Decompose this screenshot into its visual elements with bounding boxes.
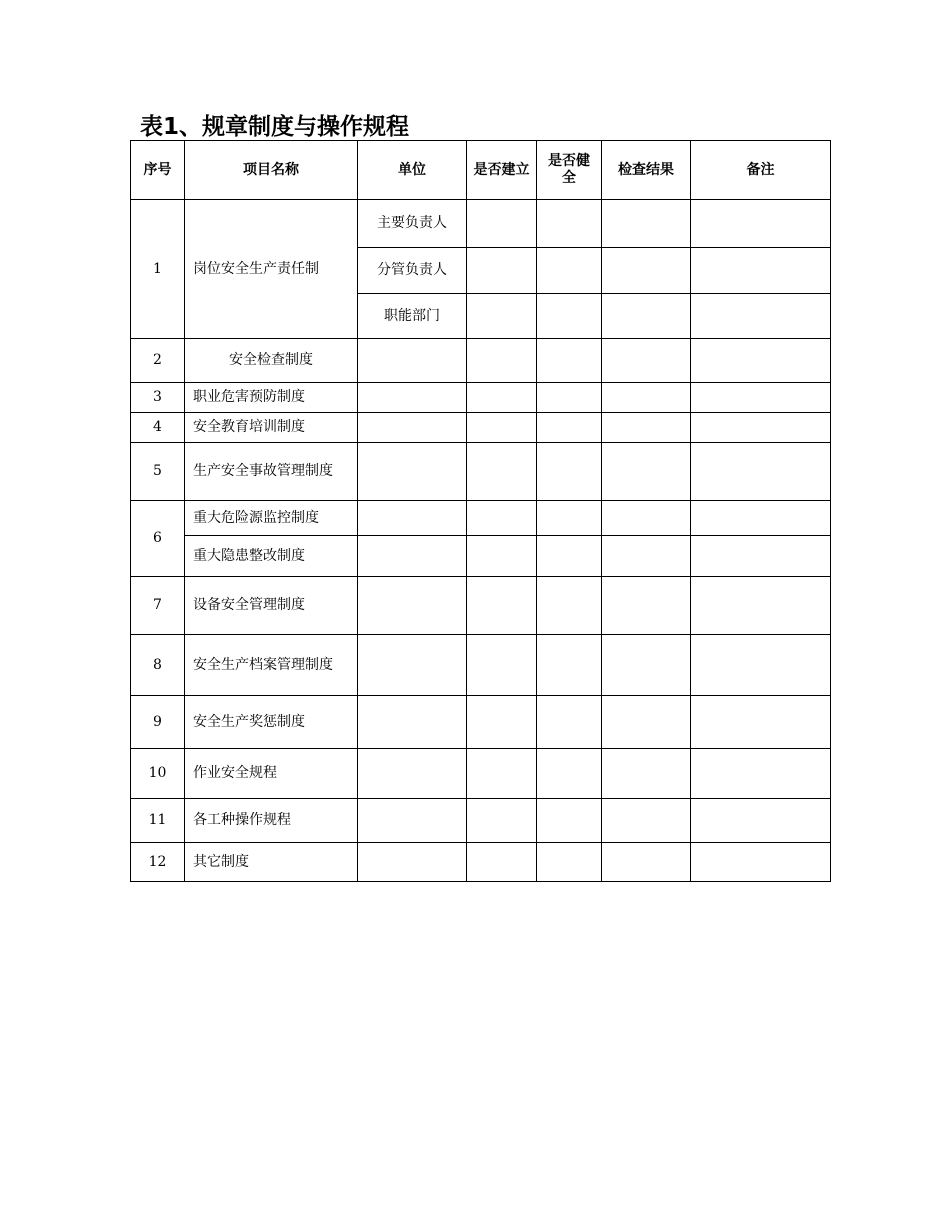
established-cell	[467, 200, 537, 248]
established-cell	[467, 635, 537, 696]
result-cell	[602, 413, 691, 443]
established-cell	[467, 799, 537, 843]
established-cell	[467, 294, 537, 339]
header-complete: 是否健全	[537, 141, 602, 200]
table-row	[131, 413, 831, 443]
complete-cell	[537, 799, 602, 843]
table-row	[131, 200, 831, 248]
established-cell	[467, 248, 537, 294]
result-cell	[602, 799, 691, 843]
result-cell	[602, 635, 691, 696]
row-number: 10	[131, 749, 185, 799]
row-number: 1	[131, 200, 185, 339]
unit-cell	[358, 749, 467, 799]
established-cell	[467, 536, 537, 577]
unit-cell	[358, 383, 467, 413]
remark-cell	[691, 501, 831, 536]
result-cell	[602, 536, 691, 577]
table-row	[131, 696, 831, 749]
established-cell	[467, 339, 537, 383]
remark-cell	[691, 635, 831, 696]
table-row	[131, 339, 831, 383]
table-row	[131, 635, 831, 696]
row-number: 7	[131, 577, 185, 635]
complete-cell	[537, 501, 602, 536]
complete-cell	[537, 536, 602, 577]
result-cell	[602, 501, 691, 536]
item-name: 职业危害预防制度	[185, 383, 358, 413]
header-seq: 序号	[131, 141, 185, 200]
table-row	[131, 501, 831, 536]
established-cell	[467, 443, 537, 501]
header-row	[131, 141, 831, 200]
result-cell	[602, 200, 691, 248]
unit-cell: 主要负责人	[358, 200, 467, 248]
item-name: 重大危险源监控制度	[185, 501, 358, 536]
result-cell	[602, 383, 691, 413]
remark-cell	[691, 696, 831, 749]
complete-cell	[537, 200, 602, 248]
item-name: 安全生产档案管理制度	[185, 635, 358, 696]
established-cell	[467, 501, 537, 536]
item-name: 生产安全事故管理制度	[185, 443, 358, 501]
unit-cell	[358, 536, 467, 577]
item-name: 安全教育培训制度	[185, 413, 358, 443]
established-cell	[467, 749, 537, 799]
item-name: 作业安全规程	[185, 749, 358, 799]
row-number: 3	[131, 383, 185, 413]
row-number: 11	[131, 799, 185, 843]
item-name: 各工种操作规程	[185, 799, 358, 843]
unit-cell: 分管负责人	[358, 248, 467, 294]
complete-cell	[537, 843, 602, 882]
row-number: 4	[131, 413, 185, 443]
complete-cell	[537, 248, 602, 294]
remark-cell	[691, 383, 831, 413]
table-row	[131, 843, 831, 882]
established-cell	[467, 577, 537, 635]
established-cell	[467, 413, 537, 443]
result-cell	[602, 248, 691, 294]
regulations-table	[130, 140, 831, 882]
header-check-result: 检查结果	[602, 141, 691, 200]
result-cell	[602, 749, 691, 799]
unit-cell	[358, 443, 467, 501]
result-cell	[602, 339, 691, 383]
unit-cell	[358, 501, 467, 536]
item-name: 安全生产奖惩制度	[185, 696, 358, 749]
unit-cell: 职能部门	[358, 294, 467, 339]
remark-cell	[691, 339, 831, 383]
item-name: 其它制度	[185, 843, 358, 882]
row-number: 8	[131, 635, 185, 696]
header-established: 是否建立	[467, 141, 537, 200]
row-number: 12	[131, 843, 185, 882]
item-name: 重大隐患整改制度	[185, 536, 358, 577]
unit-cell	[358, 696, 467, 749]
complete-cell	[537, 696, 602, 749]
complete-cell	[537, 383, 602, 413]
remark-cell	[691, 248, 831, 294]
complete-cell	[537, 339, 602, 383]
remark-cell	[691, 749, 831, 799]
established-cell	[467, 696, 537, 749]
document-title: 表1、规章制度与操作规程	[140, 114, 410, 140]
header-remark: 备注	[691, 141, 831, 200]
established-cell	[467, 383, 537, 413]
complete-cell	[537, 577, 602, 635]
complete-cell	[537, 635, 602, 696]
complete-cell	[537, 294, 602, 339]
table-row	[131, 577, 831, 635]
row-number: 2	[131, 339, 185, 383]
row-number: 5	[131, 443, 185, 501]
remark-cell	[691, 443, 831, 501]
complete-cell	[537, 749, 602, 799]
unit-cell	[358, 339, 467, 383]
complete-cell	[537, 443, 602, 501]
unit-cell	[358, 413, 467, 443]
table-row	[131, 799, 831, 843]
remark-cell	[691, 294, 831, 339]
remark-cell	[691, 843, 831, 882]
unit-cell	[358, 577, 467, 635]
item-name: 设备安全管理制度	[185, 577, 358, 635]
complete-cell	[537, 413, 602, 443]
table-row	[131, 536, 831, 577]
unit-cell	[358, 635, 467, 696]
row-number: 9	[131, 696, 185, 749]
item-name: 安全检查制度	[185, 339, 358, 383]
result-cell	[602, 843, 691, 882]
table-row	[131, 383, 831, 413]
result-cell	[602, 577, 691, 635]
remark-cell	[691, 413, 831, 443]
remark-cell	[691, 799, 831, 843]
remark-cell	[691, 200, 831, 248]
result-cell	[602, 294, 691, 339]
header-item-name: 项目名称	[185, 141, 358, 200]
row-number: 6	[131, 501, 185, 577]
result-cell	[602, 696, 691, 749]
item-name: 岗位安全生产责任制	[185, 200, 358, 339]
unit-cell	[358, 843, 467, 882]
unit-cell	[358, 799, 467, 843]
result-cell	[602, 443, 691, 501]
header-unit: 单位	[358, 141, 467, 200]
remark-cell	[691, 536, 831, 577]
established-cell	[467, 843, 537, 882]
remark-cell	[691, 577, 831, 635]
table-row	[131, 749, 831, 799]
table-row	[131, 443, 831, 501]
